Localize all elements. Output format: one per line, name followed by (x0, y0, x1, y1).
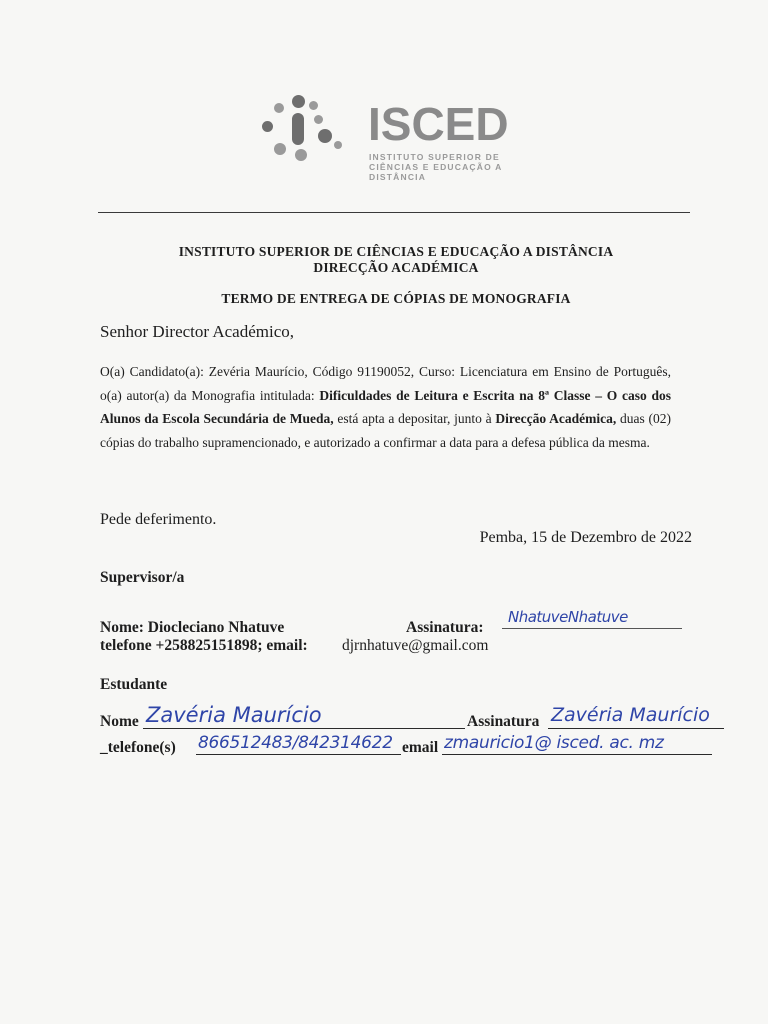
supervisor-heading: Supervisor/a (100, 569, 185, 586)
body-paragraph: O(a) Candidato(a): Zevéria Maurício, Código 91190052, Curso: Licenciatura em Ensino de Português, o(a) autor(a) da Monografia intitulada: Dificuldades de Leitura e Escrita na 8ª Classe – O caso dos Alunos da Escola Secundária de Mueda, está apta a depositar, junto à Direcção Académica, duas (02) cópias do trabalho supramencionado, e autorizado a confirmar a data para a defesa pública da mesma. (100, 364, 672, 450)
student-email-label: email (402, 739, 439, 756)
department-name: Direcção Académica, (495, 411, 617, 426)
student-phone-value: 866512483/842314622 (198, 733, 393, 753)
supervisor-signature-label: Assinatura: (406, 619, 484, 636)
student-email-line (442, 754, 712, 755)
supervisor-email: djrnhatuve@gmail.com (342, 637, 489, 654)
student-signature-line (548, 728, 724, 729)
supervisor-name: Nome: Diocleciano Nhatuve (100, 619, 285, 636)
student-heading: Estudante (100, 676, 168, 693)
institution-heading: INSTITUTO SUPERIOR DE CIÊNCIAS E EDUCAÇÃO A DISTÂNCIA (178, 244, 614, 259)
document-title: TERMO DE ENTREGA DE CÓPIAS DE MONOGRAFIA (221, 291, 571, 306)
header-divider (98, 212, 690, 213)
supervisor-signature: NhatuveNhatuve (508, 608, 628, 626)
student-signature-value: Zavéria Maurício (551, 704, 710, 726)
place-date: Pemba, 15 de Dezembro de 2022 (479, 529, 692, 546)
department-heading: DIRECÇÃO ACADÉMICA (313, 260, 479, 275)
supervisor-phone-label: telefone +258825151898; email: (100, 637, 308, 654)
logo-subtitle: INSTITUTO SUPERIOR DE CIÊNCIAS E EDUCAÇÃO A DISTÂNCIA (369, 152, 503, 182)
student-signature-label: Assinatura (467, 713, 540, 730)
thesis-title: Dificuldades de Leitura e Escrita na 8ª Classe – O caso dos Alunos da Escola Secundária de Mueda, (100, 387, 672, 426)
student-name-value: Zavéria Maurício (146, 703, 322, 727)
student-name-label: Nome (100, 713, 139, 730)
student-email-value: zmauricio1@ isced. ac. mz (444, 733, 664, 753)
isced-logo (262, 95, 532, 185)
closing-line: Pede deferimento. (100, 511, 217, 528)
student-phone-label: _telefone(s) (100, 739, 176, 756)
salutation: Senhor Director Académico, (100, 322, 295, 341)
student-name-line (143, 728, 465, 729)
logo-wordmark: ISCED (368, 98, 509, 150)
logo-dots-mark (262, 95, 354, 165)
supervisor-signature-line (502, 628, 682, 629)
student-phone-line (196, 754, 401, 755)
